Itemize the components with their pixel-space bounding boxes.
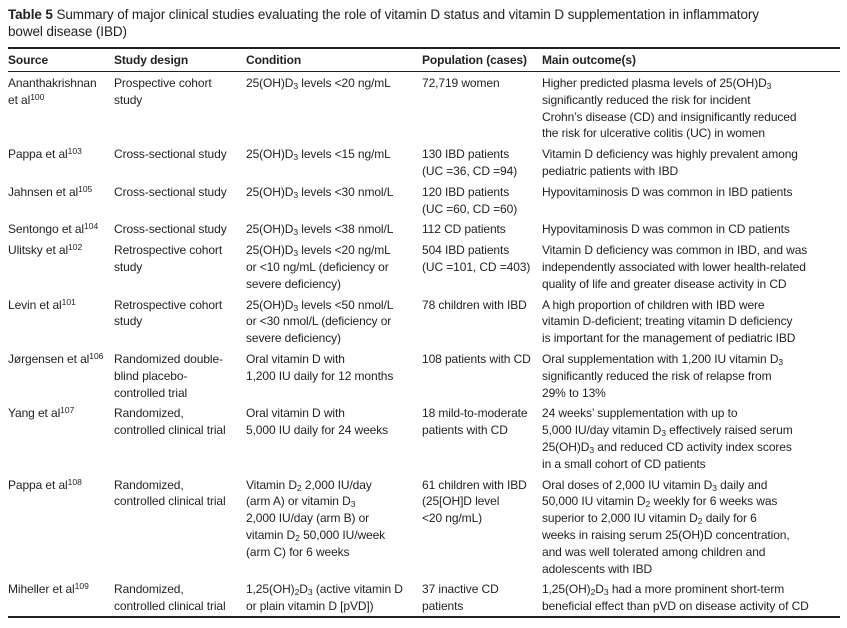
cell-source: Ananthakrishnan et $al^{100}$: [8, 76, 97, 107]
cell-population: 108 patients with CD: [422, 351, 531, 366]
cell-condition: $25(OH)D_3$ levels <20 ng/mL or <10 ng/mL (deficiency or severe deficiency): [246, 243, 391, 291]
cell-population: 72,719 women: [422, 76, 500, 90]
cell-study-design: Randomized, controlled clinical trial: [114, 406, 226, 438]
table-header-row: [8, 48, 840, 72]
cell-population: 61 children with IBD (25[OH]D level <20 ng/mL): [422, 477, 527, 526]
cell-study-design: Randomized, controlled clinical trial: [114, 582, 226, 614]
cell-main-outcome: Vitamin D deficiency was common in IBD, and was independently associated with lower health-related quality of life and greater disease activity in CD: [542, 243, 808, 291]
cell-study-design: Retrospective cohort study: [114, 243, 223, 274]
cell-population: 504 IBD patients (UC =101, CD =403): [422, 243, 531, 274]
cell-source: Levin et $al^{101}$: [8, 296, 76, 312]
table-row: [8, 578, 840, 617]
cell-population: 78 children with IBD: [422, 297, 527, 312]
cell-population: 112 CD patients: [422, 222, 506, 237]
table-row: [8, 72, 840, 144]
cell-source: Miheller et $al^{109}$: [8, 581, 89, 597]
header-source: Source: [8, 53, 49, 67]
cell-population: 130 IBD patients (UC =36, CD =94): [422, 147, 518, 178]
cell-study-design: Cross-sectional study: [114, 222, 227, 237]
header-population: Population (cases): [422, 53, 527, 67]
cell-main-outcome: Vitamin D deficiency was highly prevalent among pediatric patients with IBD: [542, 147, 798, 178]
header-main-outcome: Main outcome(s): [542, 53, 636, 67]
cell-study-design: Cross-sectional study: [114, 147, 227, 162]
table-caption-text: Summary of major clinical studies evaluating the role of vitamin D status and vitamin D supplementation in inflammatory bowel disease (IBD): [8, 7, 759, 39]
cell-study-design: Cross-sectional study: [114, 184, 227, 199]
header-condition: Condition: [246, 53, 302, 67]
clinical-studies-table: [8, 47, 840, 618]
cell-main-outcome: Higher predicted plasma levels of $25(OH)D_3$ significantly reduced the risk for incident Crohn’s disease (CD) and insignificantly reduced the risk for ulcerative colitis (UC) in women: [542, 76, 797, 141]
table-row: [8, 143, 840, 181]
cell-condition: $25(OH)D_3$ levels <15 ng/mL: [246, 147, 391, 163]
table-row: [8, 239, 840, 293]
cell-source: Sentongo et $al^{104}$: [8, 221, 99, 237]
table-row: [8, 402, 840, 473]
cell-condition: $25(OH)D_3$ levels <20 ng/mL: [246, 76, 391, 91]
cell-population: 37 inactive CD patients: [422, 582, 499, 614]
cell-condition: Vitamin $D_2$ 2,000 IU/day (arm A) or vitamin $D_3$ 2,000 IU/day (arm B) or vitamin $D_2$ 50,000 IU/week (arm C) for 6 weeks: [246, 477, 386, 559]
cell-source: Pappa et $al^{108}$: [8, 476, 82, 492]
cell-main-outcome: $1,25(OH)_2D_3$ had a more prominent short-term beneficial effect than pVD on disease activity of CD: [542, 582, 809, 614]
table-caption: [8, 6, 840, 40]
table-row: [8, 218, 840, 239]
cell-condition: $1,25(OH)_2D_3$ (active vitamin D or plain vitamin D [pVD]): [246, 582, 403, 614]
cell-source: Jahnsen et $al^{105}$: [8, 183, 93, 199]
cell-main-outcome: Hypovitaminosis D was common in CD patients: [542, 222, 790, 237]
cell-condition: Oral vitamin D with 1,200 IU daily for 12 months: [246, 351, 394, 383]
cell-population: 120 IBD patients (UC =60, CD =60): [422, 184, 518, 216]
cell-main-outcome: Oral supplementation with 1,200 IU vitamin $D_3$ significantly reduced the risk of relapse from 29% to 13%: [542, 351, 784, 400]
cell-condition: $25(OH)D_3$ levels <38 nmol/L: [246, 222, 394, 238]
cell-population: 18 mild-to-moderate patients with CD: [422, 406, 528, 438]
cell-source: Pappa et $al^{103}$: [8, 146, 82, 162]
cell-condition: Oral vitamin D with 5,000 IU daily for 24 weeks: [246, 406, 389, 438]
table-row: [8, 474, 840, 579]
table-body: [8, 72, 840, 617]
cell-source: Ulitsky et $al^{102}$: [8, 242, 83, 258]
table-row: [8, 294, 840, 348]
header-study-design: Study design: [114, 53, 189, 67]
cell-main-outcome: Hypovitaminosis D was common in IBD patients: [542, 184, 793, 199]
cell-source: Jørgensen et $al^{106}$: [8, 350, 104, 366]
cell-main-outcome: A high proportion of children with IBD were vitamin D-deficient; treating vitamin D deficiency is important for the management of pediatric IBD: [542, 297, 796, 346]
cell-main-outcome: Oral doses of 2,000 IU vitamin $D_3$ daily and 50,000 IU vitamin $D_2$ weekly for 6 weeks was superior to 2,000 IU vitamin $D_2$ daily for 6 weeks in raising serum 25(OH)D concentration, and was well tolerated among children and adolescents with IBD: [542, 477, 790, 576]
table-row: [8, 181, 840, 219]
cell-condition: $25(OH)D_3$ levels <30 nmol/L: [246, 184, 394, 200]
cell-condition: $25(OH)D_3$ levels <50 nmol/L or <30 nmol/L (deficiency or severe deficiency): [246, 297, 394, 346]
cell-study-design: Prospective cohort study: [114, 76, 212, 107]
table-header: [8, 48, 840, 72]
table-row: [8, 348, 840, 402]
cell-study-design: Randomized double- blind placebo- controlled trial: [114, 351, 223, 400]
cell-source: Yang et $al^{107}$: [8, 405, 75, 421]
cell-study-design: Randomized, controlled clinical trial: [114, 477, 226, 509]
cell-main-outcome: 24 weeks’ supplementation with up to 5,000 IU/day vitamin $D_3$ effectively raised serum $25(OH)D_3$ and reduced CD activity index scores in a small cohort of CD patients: [542, 406, 793, 471]
table-caption-label: Table 5: [8, 7, 53, 22]
cell-study-design: Retrospective cohort study: [114, 297, 223, 329]
